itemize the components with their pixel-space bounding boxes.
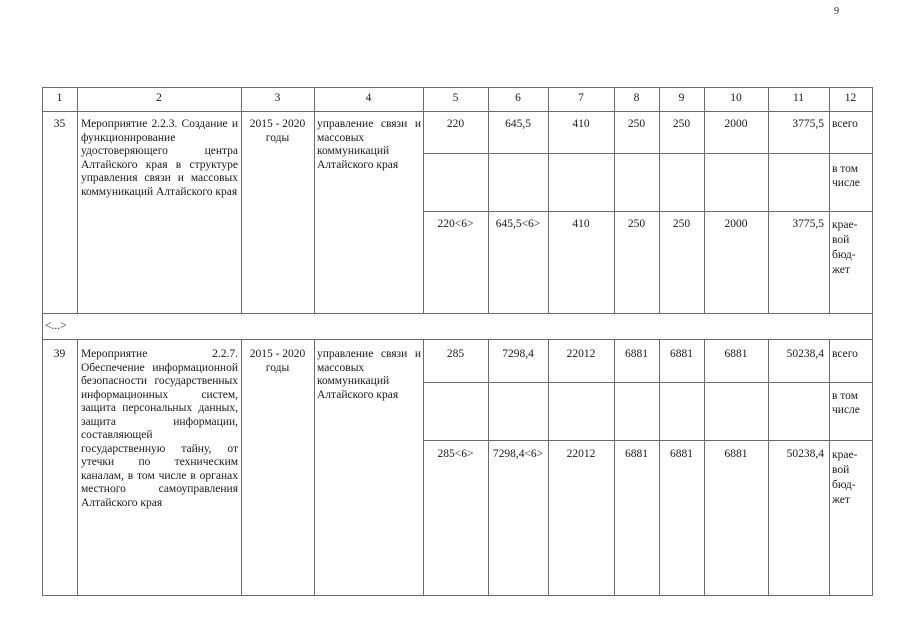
value-cell: 50238,4: [786, 448, 824, 460]
value-cell: 645,5<6>: [495, 218, 541, 230]
value-cell: 6881: [724, 348, 748, 360]
activity-name: Мероприятие 2.2.3. Создание и функционирование удостоверяющего центра Алтайского края в структуре управления связи и массовых коммуникаций Алтайского края: [81, 118, 238, 198]
total-label: всего: [832, 118, 858, 130]
including-label: в том числе: [832, 163, 860, 189]
regional-budget-label: крае- вой бюд- жет: [832, 449, 858, 506]
value-cell: 2000: [724, 118, 748, 130]
value-cell: 3775,5: [792, 118, 824, 130]
row-number: 35: [53, 118, 66, 130]
row-number: 39: [53, 348, 66, 360]
value-cell: 6881: [670, 348, 693, 360]
value-cell: 285<6>: [437, 448, 474, 460]
column-header: 1: [56, 92, 63, 104]
value-cell: 6881: [625, 448, 648, 460]
page-number: 9: [834, 6, 839, 17]
column-header: 7: [578, 92, 584, 104]
value-cell: 6881: [670, 448, 693, 460]
column-header: 3: [274, 92, 281, 104]
column-header: 8: [633, 92, 640, 104]
column-header: 4: [365, 92, 372, 104]
value-cell: 2000: [724, 218, 748, 230]
value-cell: 250: [672, 218, 691, 230]
value-cell: 220: [446, 118, 465, 130]
value-cell: 250: [627, 218, 646, 230]
value-cell: 22012: [566, 348, 596, 360]
column-header: 11: [792, 92, 805, 104]
value-cell: 220<6>: [437, 218, 474, 230]
column-header: 10: [730, 92, 742, 104]
value-cell: 410: [572, 118, 590, 130]
column-header: 9: [678, 92, 685, 104]
value-cell: 6881: [724, 448, 748, 460]
value-cell: 6881: [625, 348, 648, 360]
omission-marker: <...>: [45, 320, 67, 332]
period: 2015 - 2020 годы: [249, 348, 306, 374]
budget-table: [42, 87, 873, 595]
value-cell: 250: [672, 118, 691, 130]
executor: управление связи и массовых коммуникаций Алтайского края: [317, 348, 421, 401]
including-label: в том числе: [832, 390, 860, 416]
value-cell: 7298,4<6>: [492, 448, 544, 460]
value-cell: 285: [446, 348, 465, 360]
value-cell: 50238,4: [786, 348, 824, 360]
column-header: 2: [156, 92, 162, 104]
column-header: 5: [452, 92, 459, 104]
value-cell: 250: [627, 118, 646, 130]
activity-name: Мероприятие 2.2.7. Обеспечение информационной безопасности государственных информационных систем, защита персональных данных, защита информации, составляющей государственную тайну, от утечки по техническим каналам, в том числе в органах местного самоуправления Алтайского края: [81, 348, 238, 509]
column-header: 6: [515, 92, 521, 104]
value-cell: 645,5: [505, 118, 531, 130]
total-label: всего: [832, 348, 858, 360]
regional-budget-label: крае- вой бюд- жет: [832, 219, 858, 276]
value-cell: 22012: [566, 448, 596, 460]
column-header: 12: [844, 92, 857, 104]
value-cell: 7298,4: [502, 348, 534, 360]
executor: управление связи и массовых коммуникаций Алтайского края: [317, 118, 421, 171]
value-cell: 3775,5: [792, 218, 824, 230]
period: 2015 - 2020 годы: [249, 118, 306, 144]
value-cell: 410: [572, 218, 590, 230]
